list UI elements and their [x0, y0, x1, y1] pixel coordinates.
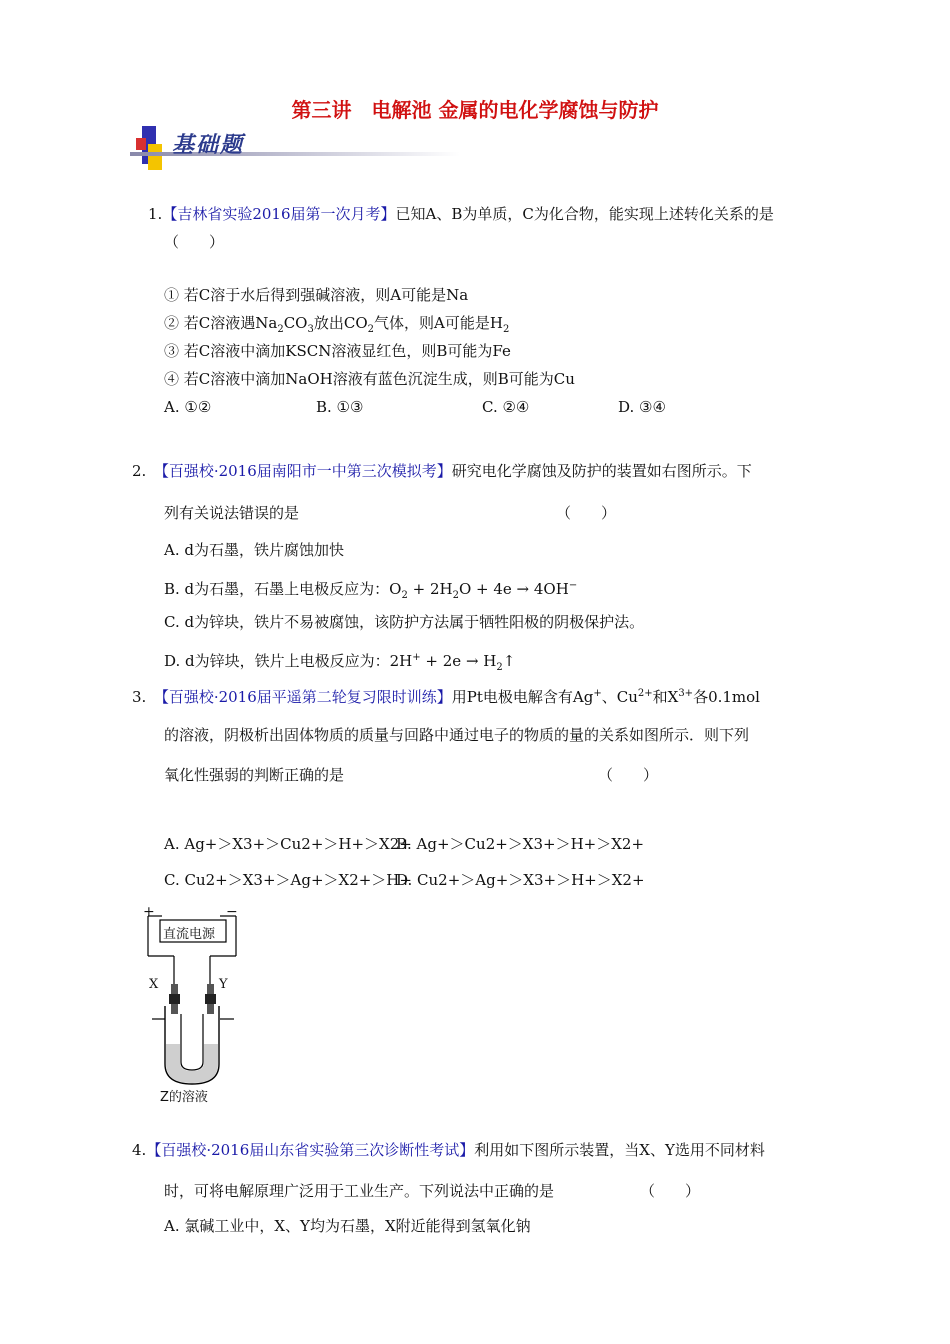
question-2-paren: （ ） — [556, 504, 617, 522]
option-b: B. Ag+＞Cu2+＞X3+＞H+＞X2+ — [396, 835, 645, 853]
statement-1: ① 若C溶于水后得到强碱溶液，则A可能是Na — [164, 286, 469, 304]
plus-sign: + — [143, 904, 155, 920]
question-3-stem-2: 的溶液，阴极析出固体物质的质量与回路中通过电子的物质的量的关系如图所示．则下列 — [164, 726, 750, 744]
question-text: 利用如下图所示装置，当X、Y选用不同材料 — [474, 1141, 765, 1159]
question-3-stem: 3. 【百强校·2016届平遥第二轮复习限时训练】用Pt电极电解含有Ag+、$Cu^{2+}$和$X^{3+}$各0.1mol — [132, 688, 760, 706]
question-2-stem-2: 列有关说法错误的是 — [164, 504, 300, 522]
question-3-stem-3: 氧化性强弱的判断正确的是 — [164, 766, 345, 784]
question-1-paren: （ ） — [164, 233, 225, 251]
statement-3: ③ 若C溶液中滴加KSCN溶液显红色，则B可能为Fe — [164, 342, 511, 360]
option-c: C. d为锌块，铁片不易被腐蚀，该防护方法属于牺牲阳极的阴极保护法。 — [164, 613, 645, 631]
question-1-stem — [148, 204, 774, 224]
option-a: A. Ag+＞X3+＞Cu2+＞H+＞X2+ — [164, 835, 412, 853]
question-4-stem — [132, 1140, 765, 1160]
option-c: C. ②④ — [482, 398, 530, 416]
question-source: 【吉林省实验2016届第一次月考】 — [162, 205, 396, 223]
question-3-paren: （ ） — [598, 766, 659, 784]
statement-2: ② 若C溶液遇$Na_2CO_3$放出$CO_2$气体，则A可能是$H_2$ — [164, 314, 510, 335]
power-label: 直流电源 — [163, 927, 216, 942]
question-source: 【百强校·2016届南阳市一中第三次模拟考】 — [161, 462, 452, 480]
option-c: C. Cu2+＞X3+＞Ag+＞X2+＞H+ — [164, 871, 412, 889]
option-a: A. d为石墨，铁片腐蚀加快 — [164, 541, 344, 559]
option-a: A. ①② — [164, 398, 212, 416]
option-b: B. d为石墨，石墨上电极反应为：$O_2 + 2H_2O + 4e \to 4OH^-$ — [164, 580, 578, 601]
option-d: D. Cu2+＞Ag+＞X3+＞H+＞X2+ — [396, 871, 645, 889]
question-4-stem-2: 时，可将电解原理广泛用于工业生产。下列说法中正确的是 — [164, 1182, 555, 1200]
question-2-stem — [132, 461, 752, 481]
question-source: 【百强校·2016届山东省实验第三次诊断性考试】 — [146, 1141, 475, 1159]
electrode-x-label: X — [149, 977, 159, 992]
page-title: 第三讲 电解池 金属的电化学腐蚀与防护 — [291, 98, 659, 122]
question-4-paren: （ ） — [640, 1182, 701, 1200]
electrode-y-label: Y — [219, 977, 228, 992]
question-number: 3. — [132, 688, 147, 706]
question-text: 研究电化学腐蚀及防护的装置如右图所示。下 — [451, 462, 752, 480]
question-number: 1. — [148, 205, 163, 223]
minus-sign: − — [226, 904, 238, 920]
section-banner — [130, 122, 460, 172]
electrolysis-figure — [140, 904, 250, 1104]
option-d: D. ③④ — [618, 398, 666, 416]
solution-caption: Z的溶液 — [160, 1090, 208, 1105]
question-number: 4. — [132, 1141, 147, 1159]
question-source: 【百强校·2016届平遥第二轮复习限时训练】 — [161, 688, 452, 706]
statement-4: ④ 若C溶液中滴加NaOH溶液有蓝色沉淀生成，则B可能为Cu — [164, 370, 575, 388]
option-d: D. d为锌块，铁片上电极反应为：$2H^+ + 2e \to H_2↑$ — [164, 652, 516, 673]
banner-label: 基础题 — [172, 132, 245, 158]
option-b: B. ①③ — [316, 398, 364, 416]
option-a: A. 氯碱工业中，X、Y均为石墨，X附近能得到氢氧化钠 — [164, 1217, 531, 1235]
question-text: 已知A、B为单质，C为化合物，能实现上述转化关系的是 — [395, 205, 774, 223]
question-number: 2. — [132, 462, 147, 480]
